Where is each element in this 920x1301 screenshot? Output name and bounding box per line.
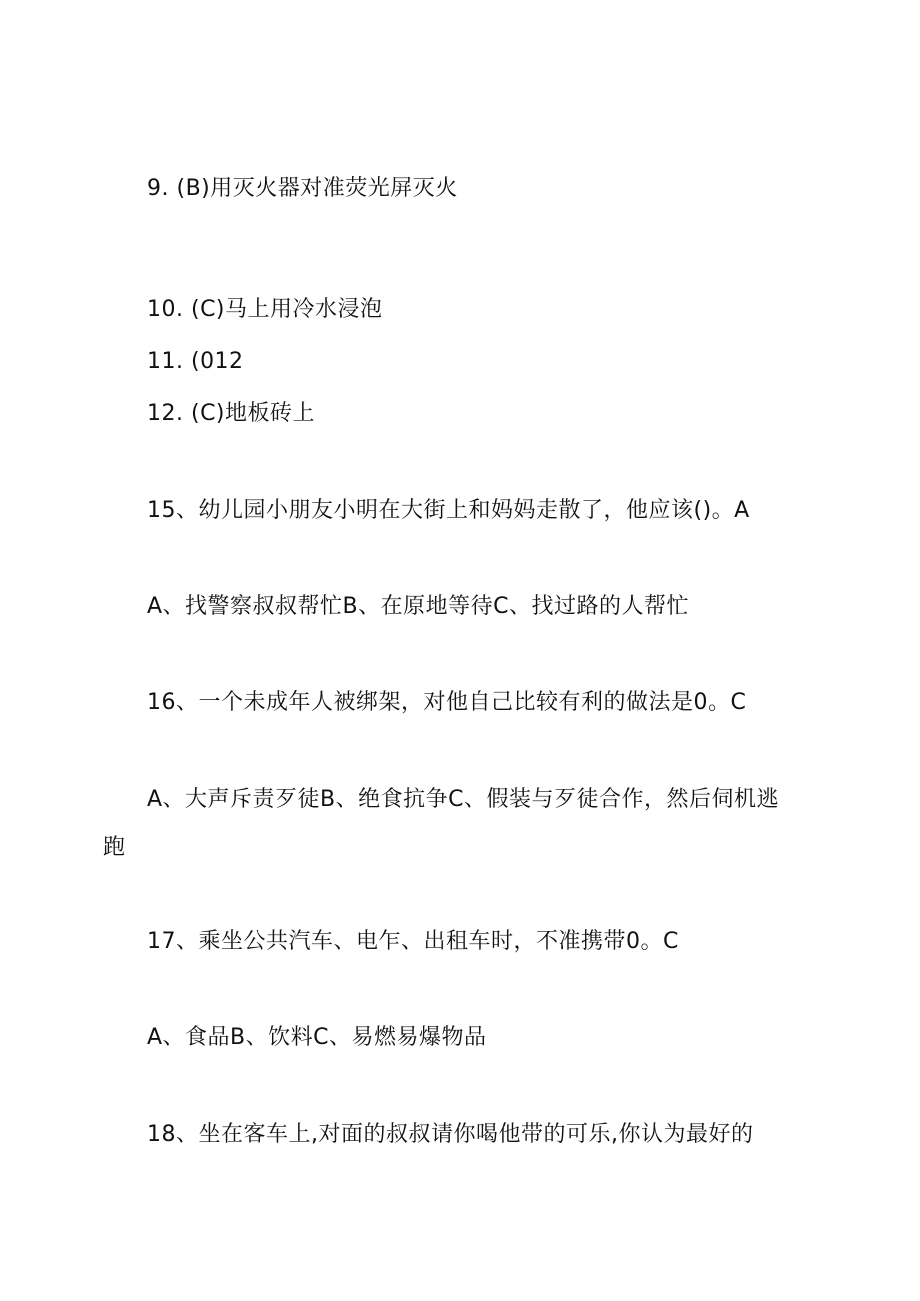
- question-17-options: A、食品B、饮料C、易燃易爆物品: [147, 1025, 487, 1050]
- question-16-options-continued: 跑: [103, 835, 126, 860]
- question-15-options: A、找警察叔叔帮忙B、在原地等待C、找过路的人帮忙: [147, 594, 690, 619]
- question-16: 16、一个未成年人被绑架，对他自己比较有利的做法是0。C: [147, 690, 747, 715]
- question-18: 18、坐在客车上,对面的叔叔请你喝他带的可乐,你认为最好的: [147, 1122, 754, 1147]
- answer-11: 11. (012: [147, 349, 244, 374]
- answer-12: 12. (C)地板砖上: [147, 401, 316, 426]
- answer-10: 10. (C)马上用冷水浸泡: [147, 297, 383, 322]
- question-15: 15、幼儿园小朋友小明在大街上和妈妈走散了，他应该()。A: [147, 498, 750, 523]
- question-16-options: A、大声斥责歹徒B、绝食抗争C、假装与歹徒合作，然后伺机逃: [147, 787, 780, 812]
- answer-9: 9. (B)用灭火器对准荧光屏灭火: [147, 176, 458, 201]
- question-17: 17、乘坐公共汽车、电乍、出租车时，不准携带0。C: [147, 929, 679, 954]
